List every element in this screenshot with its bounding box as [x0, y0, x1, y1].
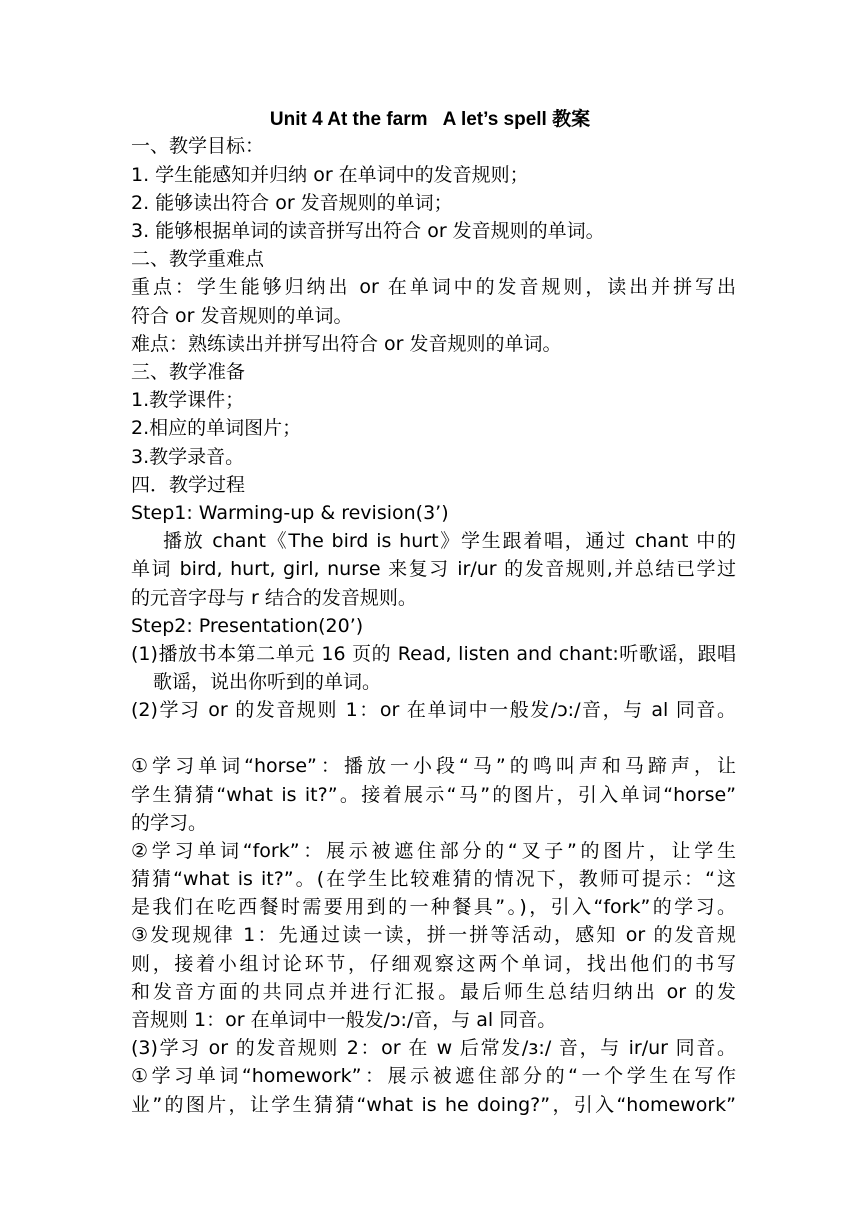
text-line: 四．教学过程: [131, 474, 246, 496]
text-line: 一、教学目标：: [131, 135, 265, 157]
text-line: Step1: Warming-up & revision(3’): [131, 502, 449, 524]
text-line: 1. 学生能感知并归纳 or 在单词中的发音规则；: [131, 164, 529, 186]
text-line: ①学习单词“horse”：播放一小段“马”的鸣叫声和马蹄声，让: [131, 755, 736, 777]
text-line: 难点：熟练读出并拼写出符合 or 发音规则的单词。: [131, 333, 562, 355]
text-line: (1)播放书本第二单元 16 页的 Read, listen and chant:听歌谣，跟唱: [131, 643, 736, 665]
text-line: 二、教学重难点: [131, 248, 265, 270]
text-line: 的学习。: [131, 812, 208, 834]
text-line: 播放 chant《The bird is hurt》学生跟着唱，通过 chant 中的: [163, 530, 736, 552]
text-line: 和发音方面的共同点并进行汇报。最后师生总结归纳出 or 的发: [131, 981, 736, 1003]
text-line: 单词 bird, hurt, girl, nurse 来复习 ir/ur 的发音规则,并总结已学过: [131, 558, 736, 580]
text-line: 2.相应的单词图片；: [131, 417, 302, 439]
document-title: Unit 4 At the farm A let’s spell 教案: [269, 109, 591, 130]
text-line: 三、教学准备: [131, 361, 246, 383]
text-line: 猜猜“what is it?”。(在学生比较难猜的情况下，教师可提示：“这: [131, 868, 736, 890]
text-line: 音规则 1：or 在单词中一般发/ɔ:/音，与 al 同音。: [131, 1009, 557, 1031]
text-line: 是我们在吃西餐时需要用到的一种餐具”。)，引入“fork”的学习。: [131, 896, 736, 918]
text-line: ②学习单词“fork”：展示被遮住部分的“叉子”的图片，让学生: [131, 840, 736, 862]
text-line: Step2: Presentation(20’): [131, 615, 364, 637]
text-line: 业”的图片，让学生猜猜“what is he doing?”，引入“homework”: [131, 1094, 736, 1116]
text-line: 1.教学课件；: [131, 389, 245, 411]
text-line: 3. 能够根据单词的读音拼写出符合 or 发音规则的单词。: [131, 220, 605, 242]
text-line: (2)学习 or 的发音规则 1：or 在单词中一般发/ɔ:/音，与 al 同音。: [131, 699, 736, 721]
text-line: ①学习单词“homework”：展示被遮住部分的“一个学生在写作: [131, 1065, 736, 1087]
text-line: 学生猜猜“what is it?”。接着展示“马”的图片，引入单词“horse”: [131, 784, 736, 806]
text-line: 的元音字母与 r 结合的发音规则。: [131, 587, 417, 609]
text-line: 2. 能够读出符合 or 发音规则的单词；: [131, 192, 453, 214]
text-line: 重点：学生能够归纳出 or 在单词中的发音规则，读出并拼写出: [131, 276, 736, 298]
text-line: (3)学习 or 的发音规则 2：or 在 w 后常发/ɜ:/ 音，与 ir/ur 同音。: [131, 1037, 736, 1059]
text-line: 歌谣，说出你听到的单词。: [153, 671, 382, 693]
text-line: ③发现规律 1：先通过读一读，拼一拼等活动，感知 or 的发音规: [131, 924, 736, 946]
text-line: 则，接着小组讨论环节，仔细观察这两个单词，找出他们的书写: [131, 953, 736, 975]
text-line: 3.教学录音。: [131, 446, 245, 468]
text-line: 符合 or 发音规则的单词。: [131, 305, 353, 327]
